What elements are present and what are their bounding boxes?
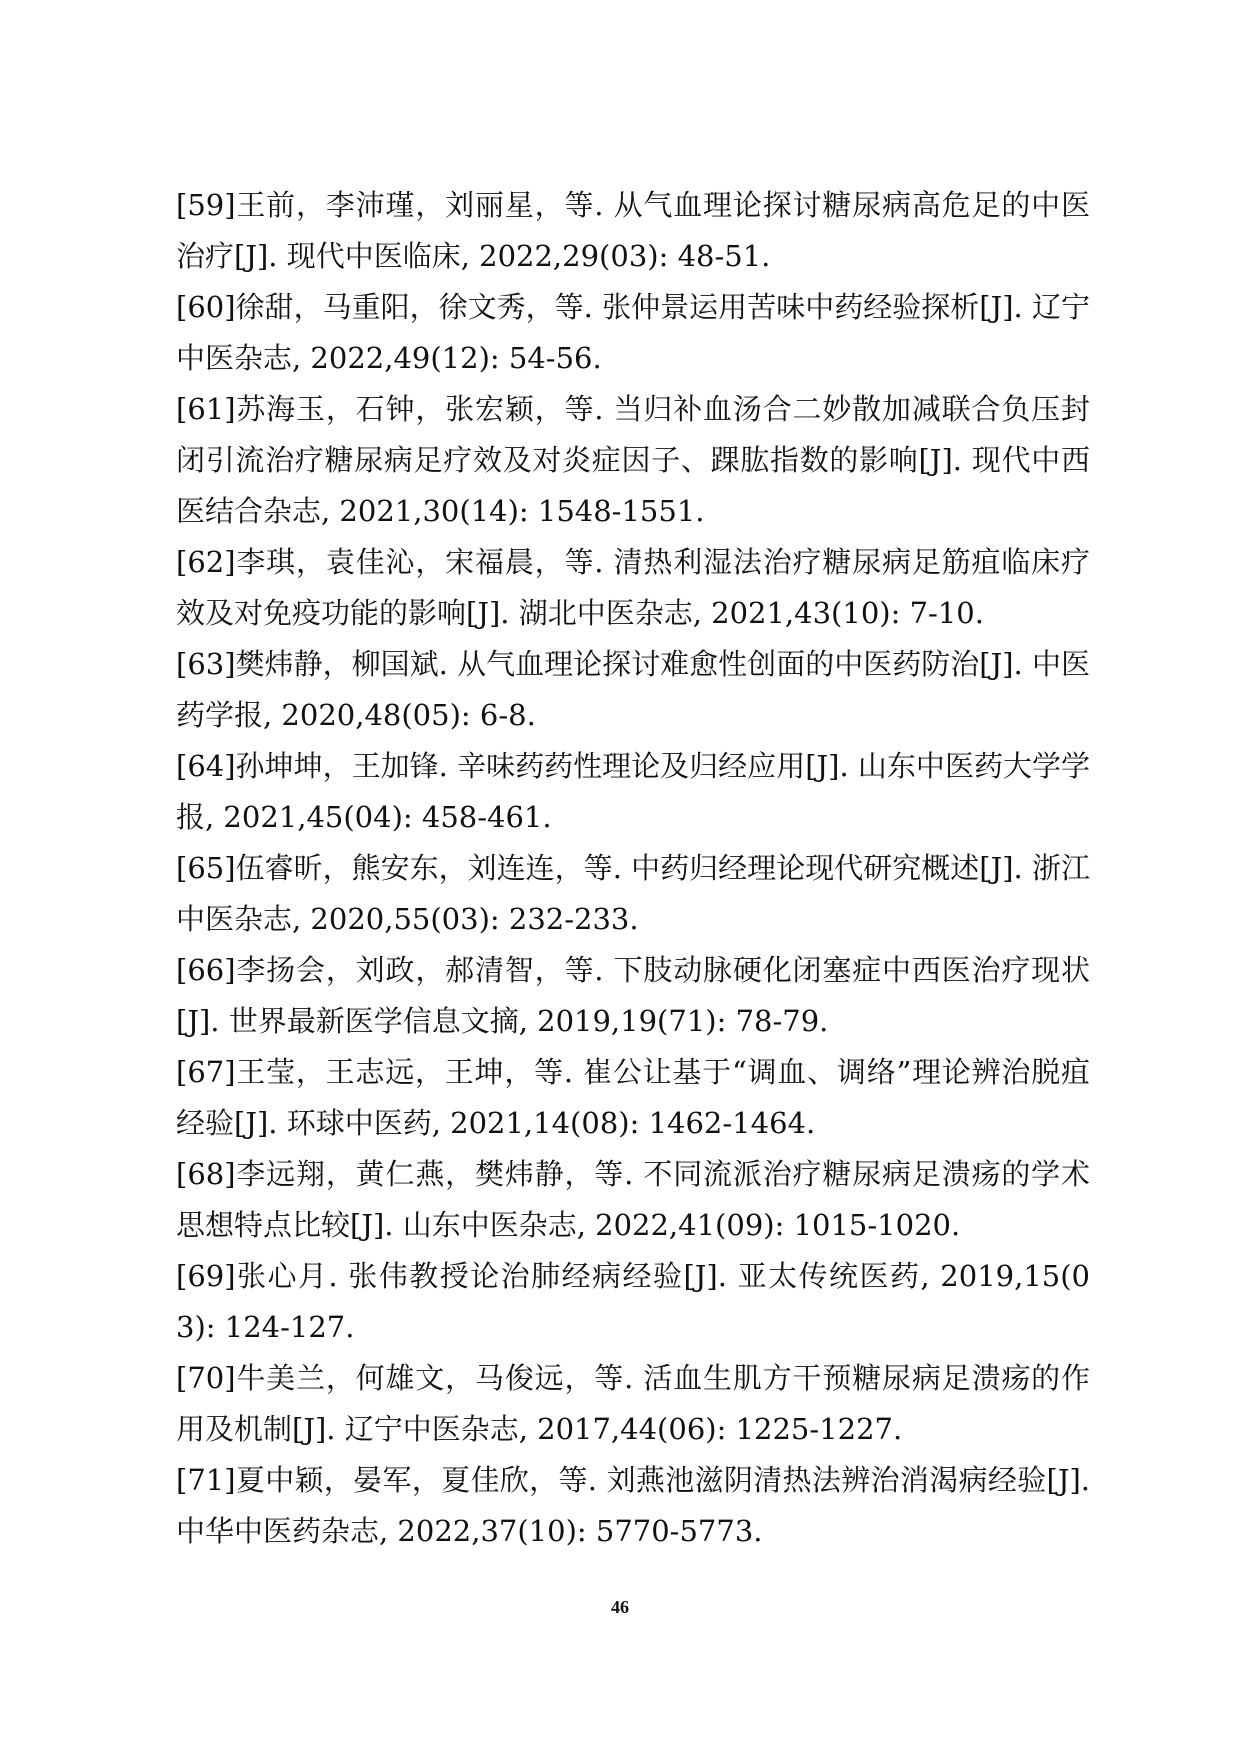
reference-item: [69]张心月. 张伟教授论治肺经病经验[J]. 亚太传统医药, 2019,15(03): 124-127. bbox=[176, 1259, 1090, 1344]
reference-item: [65]伍睿昕，熊安东，刘连连，等. 中药归经理论现代研究概述[J]. 浙江中医杂志, 2020,55(03): 232-233. bbox=[176, 851, 1090, 936]
reference-item: [66]李扬会，刘政，郝清智，等. 下肢动脉硬化闭塞症中西医治疗现状[J]. 世界最新医学信息文摘, 2019,19(71): 78-79. bbox=[176, 953, 1090, 1038]
reference-item: [61]苏海玉，石钟，张宏颖，等. 当归补血汤合二妙散加减联合负压封闭引流治疗糖尿病足疗效及对炎症因子、踝肱指数的影响[J]. 现代中西医结合杂志, 2021,30(14): 1548-1551. bbox=[176, 392, 1090, 528]
reference-item: [62]李琪，袁佳沁，宋福晨，等. 清热利湿法治疗糖尿病足筋疽临床疗效及对免疫功能的影响[J]. 湖北中医杂志, 2021,43(10): 7-10. bbox=[176, 545, 1090, 630]
page-number: 46 bbox=[611, 1597, 629, 1617]
reference-item: [71]夏中颖，晏军，夏佳欣，等. 刘燕池滋阴清热法辨治消渴病经验[J]. 中华中医药杂志, 2022,37(10): 5770-5773. bbox=[176, 1463, 1090, 1548]
reference-item: [63]樊炜静，柳国斌. 从气血理论探讨难愈性创面的中医药防治[J]. 中医药学报, 2020,48(05): 6-8. bbox=[176, 647, 1090, 732]
reference-item: [59]王前，李沛瑾，刘丽星，等. 从气血理论探讨糖尿病高危足的中医治疗[J]. 现代中医临床, 2022,29(03): 48-51. bbox=[176, 188, 1090, 273]
reference-item: [68]李远翔，黄仁燕，樊炜静，等. 不同流派治疗糖尿病足溃疡的学术思想特点比较[J]. 山东中医杂志, 2022,41(09): 1015-1020. bbox=[176, 1157, 1090, 1242]
reference-item: [70]牛美兰，何雄文，马俊远，等. 活血生肌方干预糖尿病足溃疡的作用及机制[J]. 辽宁中医杂志, 2017,44(06): 1225-1227. bbox=[176, 1361, 1090, 1446]
reference-item: [64]孙坤坤，王加锋. 辛味药药性理论及归经应用[J]. 山东中医药大学学报, 2021,45(04): 458-461. bbox=[176, 749, 1090, 834]
reference-item: [67]王莹，王志远，王坤，等. 崔公让基于“调血、调络”理论辨治脱疽经验[J]. 环球中医药, 2021,14(08): 1462-1464. bbox=[176, 1055, 1090, 1140]
reference-item: [60]徐甜，马重阳，徐文秀，等. 张仲景运用苦味中药经验探析[J]. 辽宁中医杂志, 2022,49(12): 54-56. bbox=[176, 290, 1090, 375]
reference-list bbox=[176, 180, 1090, 1557]
